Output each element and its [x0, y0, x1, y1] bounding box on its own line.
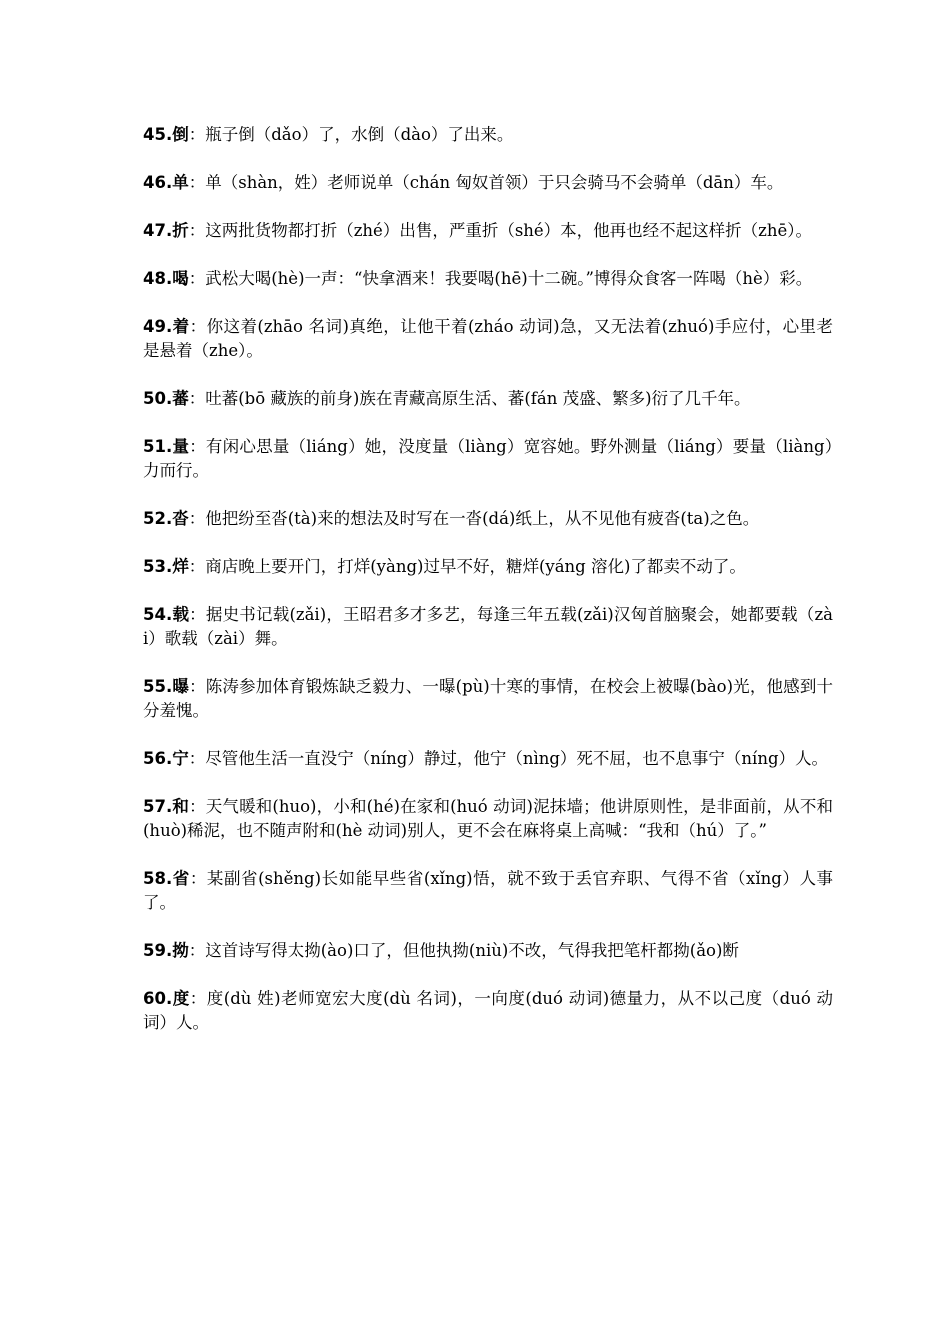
entry-text: ：他把纷至沓(tà)来的想法及时写在一沓(dá)纸上，从不见他有疲沓(ta)之色。 [188, 509, 760, 528]
entry-51 [143, 435, 833, 483]
entry-number: 56. [143, 749, 173, 768]
entry-49 [143, 315, 833, 363]
entry-number: 51. [143, 437, 173, 456]
entry-text: ：商店晚上要开门，打烊(yàng)过早不好，糖烊(yáng 溶化)了都卖不动了。 [188, 557, 746, 576]
entry-character: 拗 [172, 941, 189, 960]
entry-number: 48. [143, 269, 173, 288]
entry-48 [143, 267, 833, 291]
entry-character: 度 [172, 989, 190, 1008]
entry-text: ：某副省(shěng)长如能早些省(xǐng)悟，就不致于丢官弃职、气得不省（xǐng）人事了。 [143, 869, 834, 912]
entry-56 [143, 747, 833, 771]
entry-45 [143, 123, 833, 147]
entry-text: ：瓶子倒（dǎo）了，水倒（dào）了出来。 [188, 125, 514, 144]
entry-number: 59. [143, 941, 173, 960]
entry-text: ：尽管他生活一直没宁（níng）静过，他宁（nìng）死不屈，也不息事宁（níng）人。 [188, 749, 829, 768]
entry-46 [143, 171, 833, 195]
entry-59 [143, 939, 833, 963]
entry-character: 着 [172, 317, 190, 336]
entry-number: 55. [143, 677, 173, 696]
entry-text: ：你这着(zhāo 名词)真绝，让他干着(zháo 动词)急，又无法着(zhuó)手应付，心里老是悬着（zhe）。 [143, 317, 833, 360]
entry-text: ：据史书记载(zǎi)，王昭君多才多艺，每逢三年五载(zǎi)汉匈首脑聚会，她都要载（zài）歌载（zài）舞。 [143, 605, 834, 648]
entry-number: 57. [143, 797, 173, 816]
entry-number: 58. [143, 869, 173, 888]
entry-character: 载 [172, 605, 190, 624]
entry-number: 47. [143, 221, 173, 240]
entry-number: 49. [143, 317, 173, 336]
entry-47 [143, 219, 833, 243]
entry-character: 蕃 [172, 389, 189, 408]
entry-text: ：这两批货物都打折（zhé）出售，严重折（shé）本，他再也经不起这样折（zhē）。 [188, 221, 813, 240]
entry-60 [143, 987, 833, 1035]
entry-55 [143, 675, 833, 723]
entry-number: 60. [143, 989, 173, 1008]
entry-text: ：单（shàn，姓）老师说单（chán 匈奴首领）于只会骑马不会骑单（dān）车。 [188, 173, 784, 192]
entry-53 [143, 555, 833, 579]
document-page [143, 123, 833, 1059]
entry-character: 省 [172, 869, 190, 888]
entry-text: ：陈涛参加体育锻炼缺乏毅力、一曝(pù)十寒的事情，在校会上被曝(bào)光，他感到十分羞愧。 [143, 677, 833, 720]
entry-number: 54. [143, 605, 173, 624]
entry-character: 烊 [172, 557, 189, 576]
entry-52 [143, 507, 833, 531]
entry-number: 53. [143, 557, 173, 576]
entry-character: 量 [172, 437, 190, 456]
entry-text: ：天气暖和(huo)，小和(hé)在家和(huó 动词)泥抹墙；他讲原则性，是非面前，从不和(huò)稀泥，也不随声附和(hè 动词)别人，更不会在麻将桌上高喊：“我和（hú）了。” [143, 797, 833, 840]
entry-text: ：吐蕃(bō 藏族的前身)族在青藏高原生活、蕃(fán 茂盛、繁多)衍了几千年。 [188, 389, 751, 408]
entry-number: 50. [143, 389, 173, 408]
entry-text: ：武松大喝(hè)一声：“快拿酒来！我要喝(hē)十二碗。”博得众食客一阵喝（hè）彩。 [188, 269, 813, 288]
entry-58 [143, 867, 833, 915]
entry-54 [143, 603, 833, 651]
entry-character: 单 [172, 173, 189, 192]
entry-number: 46. [143, 173, 173, 192]
entry-text: ：这首诗写得太拗(ào)口了，但他执拗(niù)不改，气得我把笔杆都拗(ǎo)断 [188, 941, 739, 960]
entry-character: 喝 [172, 269, 189, 288]
entry-character: 和 [172, 797, 190, 816]
entry-character: 曝 [172, 677, 190, 696]
entry-text: ：度(dù 姓)老师宽宏大度(dù 名词)，一向度(duó 动词)德量力，从不以己度（duó 动词）人。 [143, 989, 834, 1032]
entry-character: 沓 [172, 509, 189, 528]
entry-number: 52. [143, 509, 173, 528]
entry-character: 宁 [172, 749, 189, 768]
entry-character: 倒 [172, 125, 189, 144]
entry-text: ：有闲心思量（liáng）她，没度量（liàng）宽容她。野外测量（liáng）要量（liàng）力而行。 [143, 437, 833, 480]
entry-57 [143, 795, 833, 843]
entry-character: 折 [172, 221, 189, 240]
entry-number: 45. [143, 125, 173, 144]
entry-50 [143, 387, 833, 411]
